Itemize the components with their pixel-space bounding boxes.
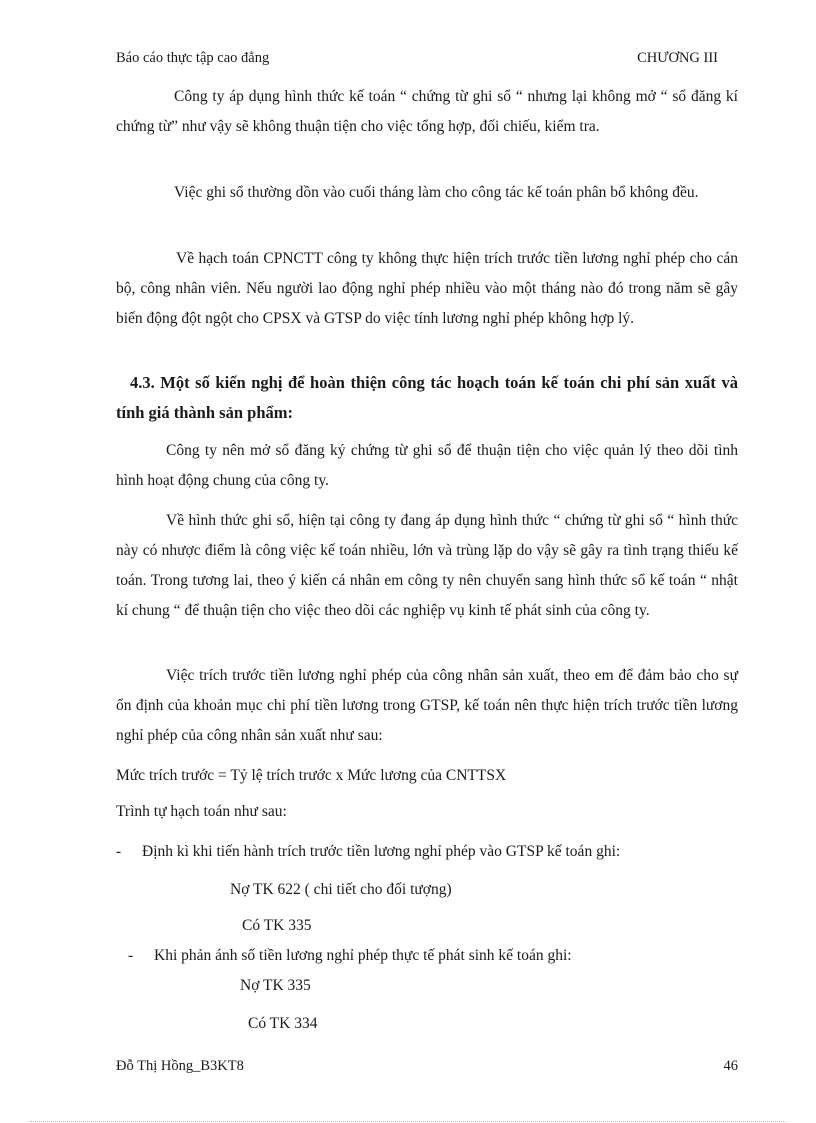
- page-bottom-divider: [30, 1121, 786, 1122]
- paragraph-6: Việc trích trước tiền lương nghỉ phép của công nhân sản xuất, theo em để đảm bảo cho sự ổn định của khoản mục chi phí tiền lương trong GTSP, kế toán nên thực hiện trích trước tiền lương nghỉ phép của công nhân sản xuất như sau:: [116, 667, 738, 744]
- list-dash: -: [116, 843, 122, 860]
- list-item-1-text: Định kì khi tiến hành trích trước tiền lương nghỉ phép vào GTSP kế toán ghi:: [142, 843, 621, 860]
- sequence-line: Trình tự hạch toán như sau:: [116, 803, 287, 820]
- list-item-1: [116, 841, 620, 863]
- list-item-2-text: Khi phản ánh số tiền lương nghỉ phép thực tế phát sinh kế toán ghi:: [154, 947, 572, 964]
- item-1-debit-entry: Nợ TK 622 ( chi tiết cho đối tượng): [230, 881, 452, 898]
- header-title: Báo cáo thực tập cao đẳng: [116, 50, 270, 66]
- item-2-debit-entry: Nợ TK 335: [240, 977, 311, 994]
- paragraph-1: Công ty áp dụng hình thức kế toán “ chứng từ ghi sổ “ nhưng lại không mở “ sổ đăng kí chứng từ” như vậy sẽ không thuận tiện cho việc tổng hợp, đối chiếu, kiểm tra.: [116, 88, 738, 135]
- header-chapter: CHƯƠNG III: [637, 50, 718, 66]
- paragraph-4: Công ty nên mở sổ đăng ký chứng từ ghi sổ để thuận tiện cho việc quản lý theo dõi tình hình hoạt động chung của công ty.: [116, 442, 738, 489]
- list-item-2: [128, 945, 572, 967]
- formula-line: Mức trích trước = Tỷ lệ trích trước x Mức lương của CNTTSX: [116, 767, 507, 784]
- section-heading: 4.3. Một số kiến nghị để hoàn thiện công tác hoạch toán kế toán chi phí sản xuất và tính giá thành sản phẩm:: [116, 373, 738, 422]
- item-1-credit-entry: Có TK 335: [242, 917, 312, 934]
- paragraph-3: Về hạch toán CPNCTT công ty không thực hiện trích trước tiền lương nghỉ phép cho cán bộ, công nhân viên. Nếu người lao động nghỉ phép nhiều vào một tháng nào đó trong năm sẽ gây biến động đột ngột cho CPSX và GTSP do việc tính lương nghỉ phép không hợp lý.: [116, 250, 738, 327]
- paragraph-2: Việc ghi sổ thường dồn vào cuối tháng làm cho công tác kế toán phân bổ không đều.: [174, 184, 699, 201]
- list-dash: -: [128, 947, 134, 964]
- page-number: 46: [723, 1058, 738, 1074]
- item-2-credit-entry: Có TK 334: [248, 1015, 318, 1032]
- footer-author: Đỗ Thị Hồng_B3KT8: [116, 1058, 244, 1074]
- paragraph-5: Về hình thức ghi sổ, hiện tại công ty đang áp dụng hình thức “ chứng từ ghi sổ “ hình thức này có nhược điểm là công việc kế toán nhiều, lớn và trùng lặp do vậy sẽ gây ra tình trạng thiếu kế toán. Trong tương lai, theo ý kiến cá nhân em công ty nên chuyển sang hình thức sổ kế toán “ nhật kí chung “ để thuận tiện cho việc theo dõi các nghiệp vụ kinh tế phát sinh của công ty.: [116, 512, 738, 619]
